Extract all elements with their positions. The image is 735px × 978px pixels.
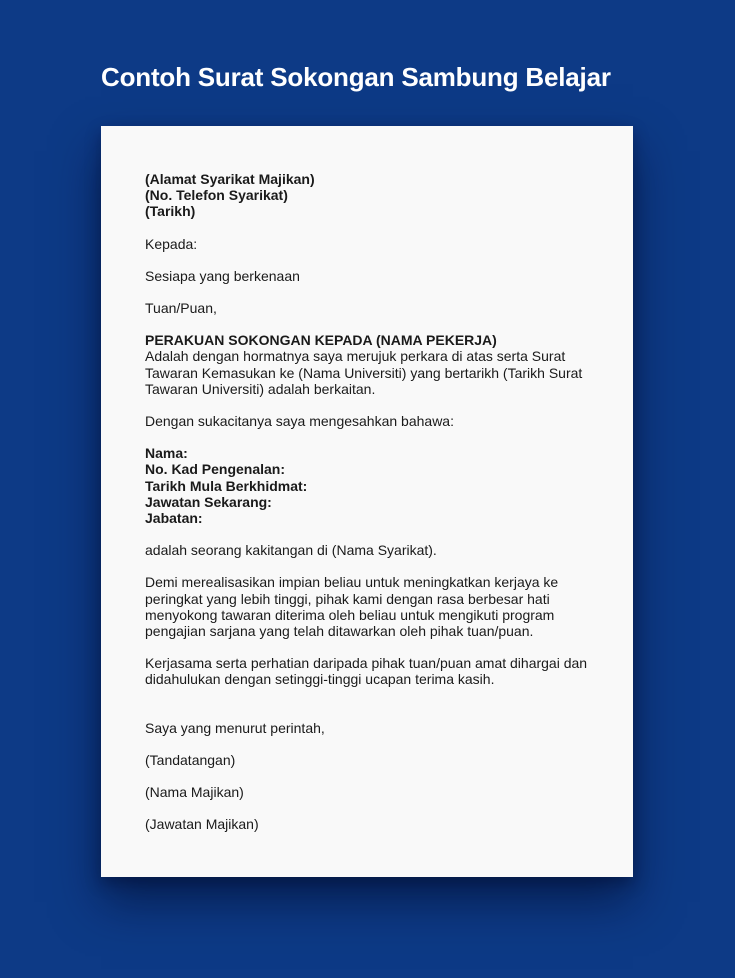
company-address: (Alamat Syarikat Majikan)	[145, 171, 315, 187]
intro-line: Tawaran Kemasukan ke (Nama Universiti) yang bertarikh (Tarikh Surat	[145, 364, 583, 381]
body-line: peringkat yang lebih tinggi, pihak kami dengan rasa berbesar hati	[145, 590, 550, 607]
closing-line: didahulukan dengan setinggi-tinggi ucapan terima kasih.	[145, 671, 495, 688]
field-start-date: Tarikh Mula Berkhidmat:	[145, 477, 308, 494]
field-name: Nama:	[145, 445, 188, 462]
confirm-statement: Dengan sukacitanya saya mengesahkan bahawa:	[145, 413, 454, 430]
signature-placeholder: (Tandatangan)	[145, 751, 236, 768]
letter-date: (Tarikh)	[145, 203, 196, 220]
field-ic-number: No. Kad Pengenalan:	[145, 461, 286, 478]
employee-statement: adalah seorang kakitangan di (Nama Syarikat).	[145, 542, 437, 559]
signoff: Saya yang menurut perintah,	[145, 719, 325, 736]
closing-line: Kerjasama serta perhatian daripada pihak tuan/puan amat dihargai dan	[145, 655, 588, 672]
salutation: Tuan/Puan,	[145, 300, 217, 317]
employer-name: (Nama Majikan)	[145, 784, 244, 801]
recipient: Sesiapa yang berkenaan	[145, 267, 300, 284]
letter-sheet	[101, 126, 633, 877]
intro-line: Adalah dengan hormatnya saya merujuk perkara di atas serta Surat	[145, 348, 566, 365]
body-line: menyokong tawaran diterima oleh beliau untuk mengikuti program	[145, 606, 555, 623]
intro-line: Tawaran Universiti) adalah berkaitan.	[145, 380, 376, 397]
body-line: pengajian sarjana yang telah ditawarkan oleh pihak tuan/puan.	[145, 623, 534, 640]
employer-position: (Jawatan Majikan)	[145, 816, 259, 833]
to-label: Kepada:	[145, 235, 198, 252]
company-phone: (No. Telefon Syarikat)	[145, 187, 288, 204]
page-title: Contoh Surat Sokongan Sambung Belajar	[101, 62, 611, 92]
body-line: Demi merealisasikan impian beliau untuk meningkatkan kerjaya ke	[145, 574, 559, 591]
field-current-position: Jawatan Sekarang:	[145, 493, 272, 510]
letter-subject: PERAKUAN SOKONGAN KEPADA (NAMA PEKERJA)	[145, 332, 497, 349]
field-department: Jabatan:	[145, 510, 203, 527]
